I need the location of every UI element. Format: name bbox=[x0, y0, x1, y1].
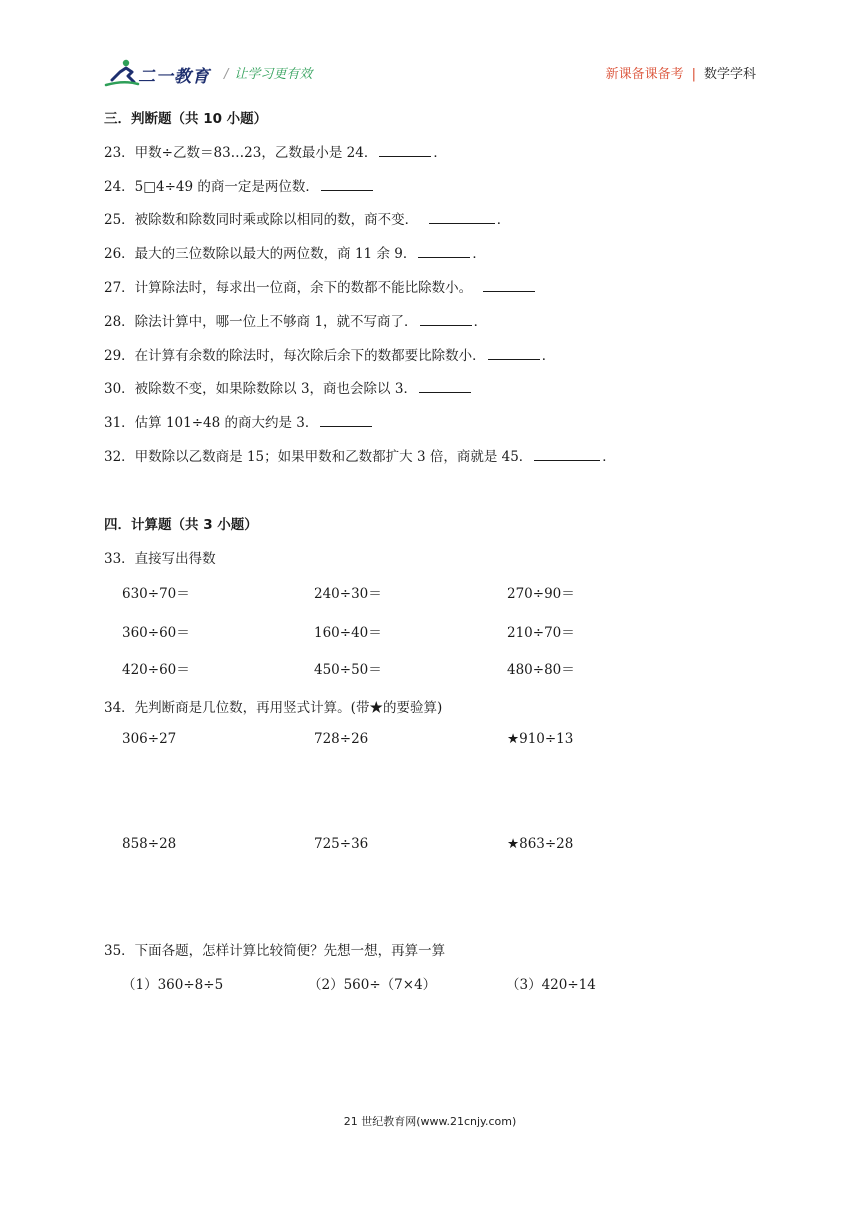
calc-item: （3）420÷14 bbox=[506, 977, 596, 993]
slogan: / 让学习更有效 bbox=[224, 67, 313, 82]
question-26: 26．最大的三位数除以最大的两位数，商 11 余 9． ． bbox=[104, 246, 486, 262]
header-label: 新课备课备考 bbox=[605, 67, 684, 82]
calc-item: 728÷26 bbox=[314, 731, 369, 747]
question-35-prompt: 35．下面各题，怎样计算比较简便？先想一想，再算一算 bbox=[104, 943, 446, 959]
logo-text: 二一教育 bbox=[138, 67, 210, 87]
calc-item: 420÷60＝ bbox=[122, 662, 190, 678]
header-subject: 数学学科 bbox=[703, 67, 756, 82]
answer-blank[interactable] bbox=[488, 347, 540, 360]
calc-item: 306÷27 bbox=[122, 731, 177, 747]
calc-item: 858÷28 bbox=[122, 836, 177, 852]
answer-blank[interactable] bbox=[420, 313, 472, 326]
answer-blank[interactable] bbox=[418, 245, 470, 258]
question-25: 25．被除数和除数同时乘或除以相同的数，商不变． ． bbox=[104, 212, 511, 228]
calc-item: 450÷50＝ bbox=[314, 662, 382, 678]
answer-blank[interactable] bbox=[320, 414, 372, 427]
calc-item: （1）360÷8÷5 bbox=[122, 977, 224, 993]
page-footer: 21 世纪教育网(www.21cnjy.com) bbox=[343, 1115, 517, 1128]
answer-blank[interactable] bbox=[483, 279, 535, 292]
question-32: 32．甲数除以乙数商是 15；如果甲数和乙数都扩大 3 倍，商就是 45． ． bbox=[104, 449, 616, 465]
question-27: 27．计算除法时，每求出一位商，余下的数都不能比除数小。 bbox=[104, 276, 537, 296]
calc-item: 270÷90＝ bbox=[507, 586, 575, 602]
calc-item: （2）560÷（7×4） bbox=[308, 977, 437, 993]
answer-blank[interactable] bbox=[419, 380, 471, 393]
answer-blank[interactable] bbox=[534, 448, 600, 461]
question-29: 29．在计算有余数的除法时，每次除后余下的数都要比除数小． ． bbox=[104, 348, 556, 364]
question-31: 31．估算 101÷48 的商大约是 3． bbox=[104, 411, 374, 431]
section-title-judgement: 三．判断题（共 10 小题） bbox=[104, 111, 268, 127]
calc-item: ★863÷28 bbox=[507, 836, 574, 852]
section-title-calculation: 四．计算题（共 3 小题） bbox=[104, 517, 258, 533]
calc-item: 160÷40＝ bbox=[314, 625, 382, 641]
calc-item: 240÷30＝ bbox=[314, 586, 382, 602]
answer-blank[interactable] bbox=[321, 178, 373, 191]
header-right: 新课备课备考 | 数学学科 bbox=[605, 67, 756, 82]
calc-item: 360÷60＝ bbox=[122, 625, 190, 641]
question-34-prompt: 34．先判断商是几位数，再用竖式计算。(带★的要验算) bbox=[104, 700, 443, 716]
calc-item: 630÷70＝ bbox=[122, 586, 190, 602]
calc-item: 480÷80＝ bbox=[507, 662, 575, 678]
answer-blank[interactable] bbox=[379, 144, 431, 157]
answer-blank[interactable] bbox=[429, 211, 495, 224]
question-33-prompt: 33．直接写出得数 bbox=[104, 551, 216, 567]
question-24: 24．5□4÷49 的商一定是两位数． bbox=[104, 175, 375, 195]
question-28: 28．除法计算中，哪一位上不够商 1，就不写商了． ． bbox=[104, 314, 488, 330]
question-30: 30．被除数不变，如果除数除以 3，商也会除以 3． bbox=[104, 377, 473, 397]
question-23: 23．甲数÷乙数＝83…23，乙数最小是 24． ． bbox=[104, 145, 447, 161]
calc-item: ★910÷13 bbox=[507, 731, 574, 747]
page-header bbox=[104, 58, 764, 90]
calc-item: 210÷70＝ bbox=[507, 625, 575, 641]
calc-item: 725÷36 bbox=[314, 836, 369, 852]
